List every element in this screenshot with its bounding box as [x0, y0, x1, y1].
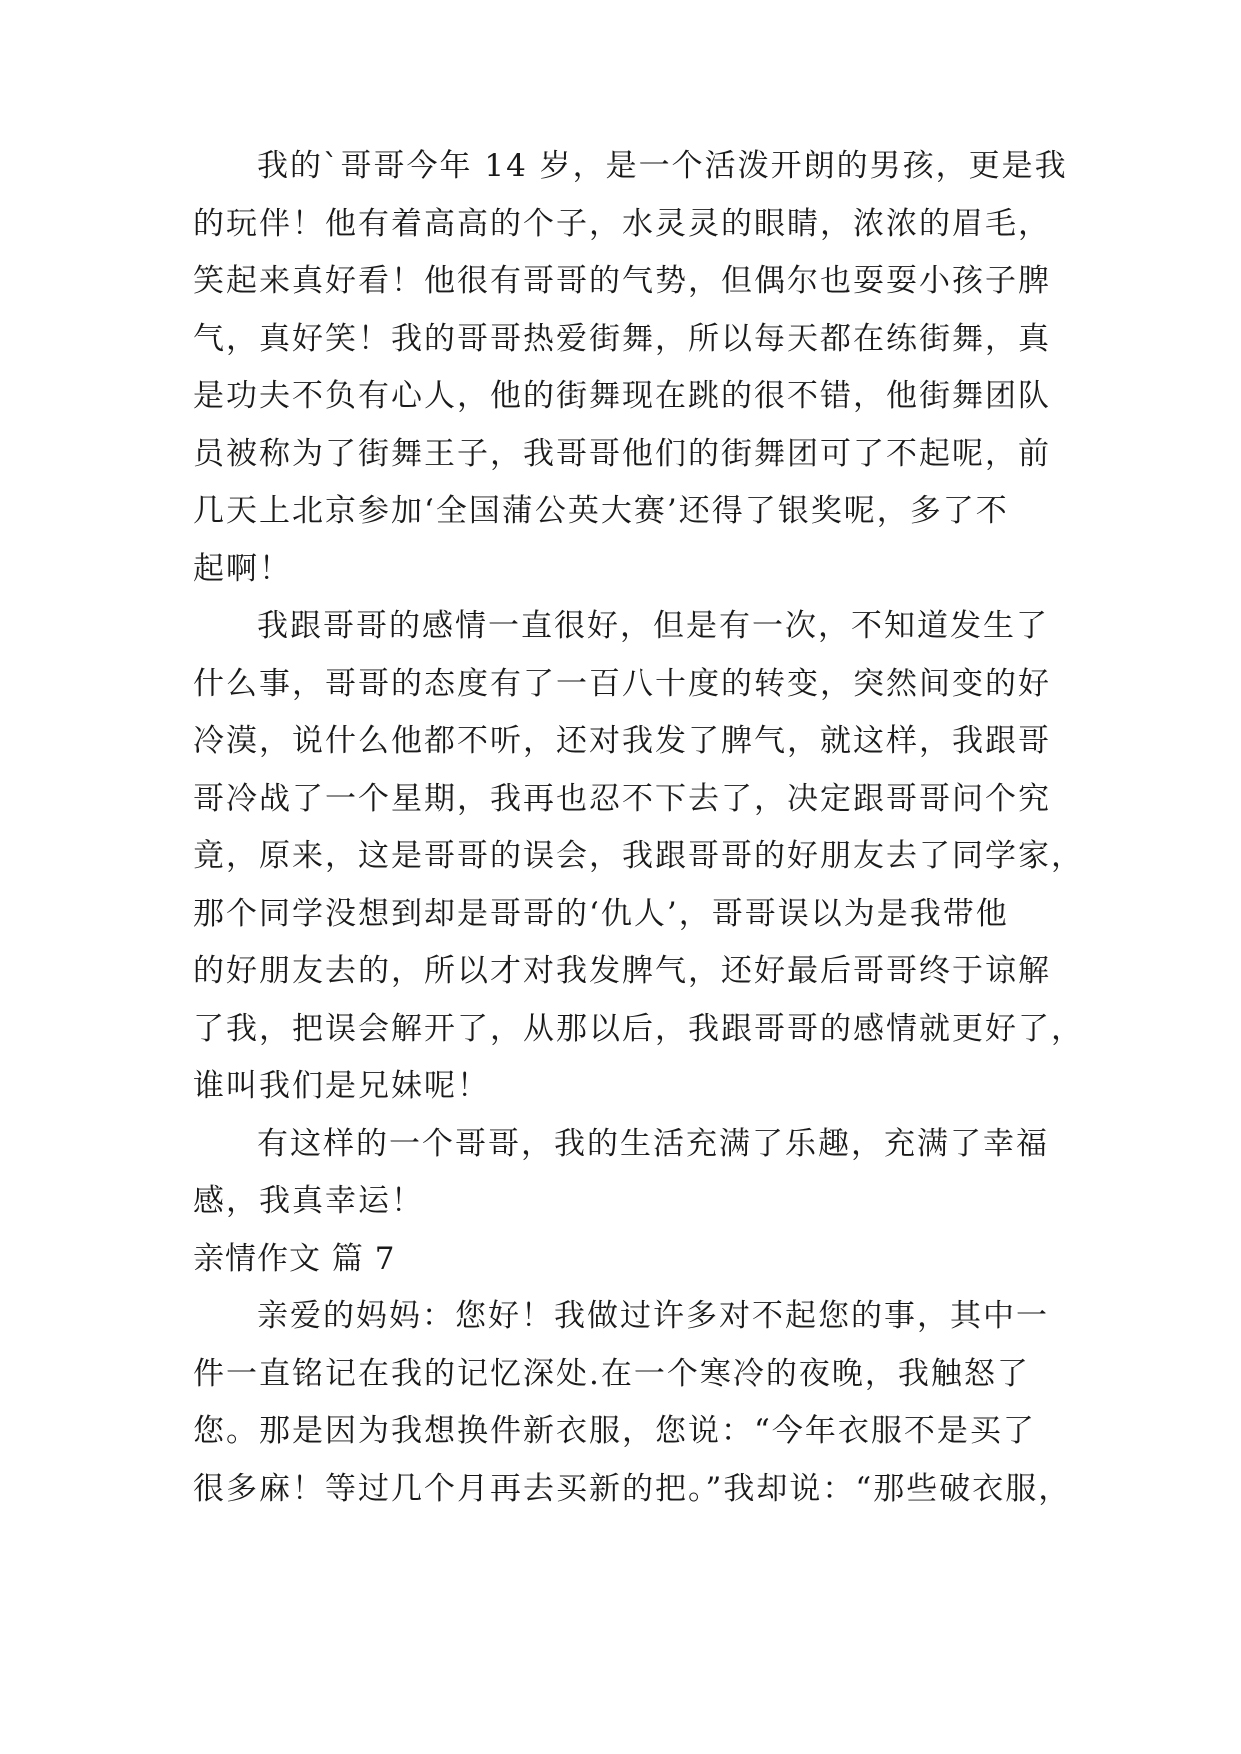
text-line: 哥冷战了一个星期，我再也忍不下去了，决定跟哥哥问个究	[193, 780, 1051, 817]
text-line: 的好朋友去的，所以才对我发脾气，还好最后哥哥终于谅解	[193, 953, 1051, 989]
text-line: 气，真好笑！我的哥哥热爱街舞，所以每天都在练街舞，真	[193, 320, 1051, 357]
text-line: 竟，原来，这是哥哥的误会，我跟哥哥的好朋友去了同学家，	[193, 838, 1084, 874]
text-line: 冷漠，说什么他都不听，还对我发了脾气，就这样，我跟哥	[193, 723, 1051, 759]
text-line: 件一直铭记在我的记忆深处.在一个寒冷的夜晚，我触怒了	[193, 1355, 1030, 1392]
paragraph-1	[193, 138, 1073, 598]
text-line: 起啊！	[193, 550, 292, 587]
text-line: 那个同学没想到却是哥哥的‘仇人’，哥哥误以为是我带他	[193, 895, 1009, 932]
paragraph-3	[193, 1116, 1073, 1231]
text-line: 很多麻！等过几个月再去买新的把。”我却说：“那些破衣服，	[193, 1470, 1072, 1507]
text-line: 有这样的一个哥哥，我的生活充满了乐趣，充满了幸福	[257, 1125, 1049, 1162]
text-line: 员被称为了街舞王子，我哥哥他们的街舞团可了不起呢，前	[193, 435, 1051, 472]
text-line: 谁叫我们是兄妹呢！	[193, 1068, 490, 1104]
text-line: 您。那是因为我想换件新衣服，您说：“今年衣服不是买了	[193, 1413, 1036, 1449]
paragraph-2	[193, 598, 1084, 1116]
text-line: 笑起来真好看！他很有哥哥的气势，但偶尔也耍耍小孩子脾	[193, 263, 1051, 299]
text-line: 的玩伴！他有着高高的个子，水灵灵的眼睛，浓浓的眉毛，	[193, 205, 1051, 242]
text-line: 了我，把误会解开了，从那以后，我跟哥哥的感情就更好了，	[193, 1010, 1084, 1047]
text-line: 亲爱的妈妈：您好！我做过许多对不起您的事，其中一	[257, 1298, 1049, 1334]
text-line: 几天上北京参加‘全国蒲公英大赛’还得了银奖呢，多了不	[193, 493, 1009, 529]
text-line: 是功夫不负有心人，他的街舞现在跳的很不错，他街舞团队	[193, 378, 1051, 414]
text-line: 感，我真幸运！	[193, 1183, 424, 1219]
text-line: 我跟哥哥的感情一直很好，但是有一次，不知道发生了	[257, 608, 1049, 644]
document-body	[193, 138, 1084, 1518]
text-line: 什么事，哥哥的态度有了一百八十度的转变，突然间变的好	[193, 665, 1051, 702]
paragraph-4	[193, 1288, 1073, 1518]
section-heading: 亲情作文 篇 7	[193, 1240, 396, 1277]
text-line: 我的`哥哥今年 14 岁，是一个活泼开朗的男孩，更是我	[257, 148, 1068, 184]
